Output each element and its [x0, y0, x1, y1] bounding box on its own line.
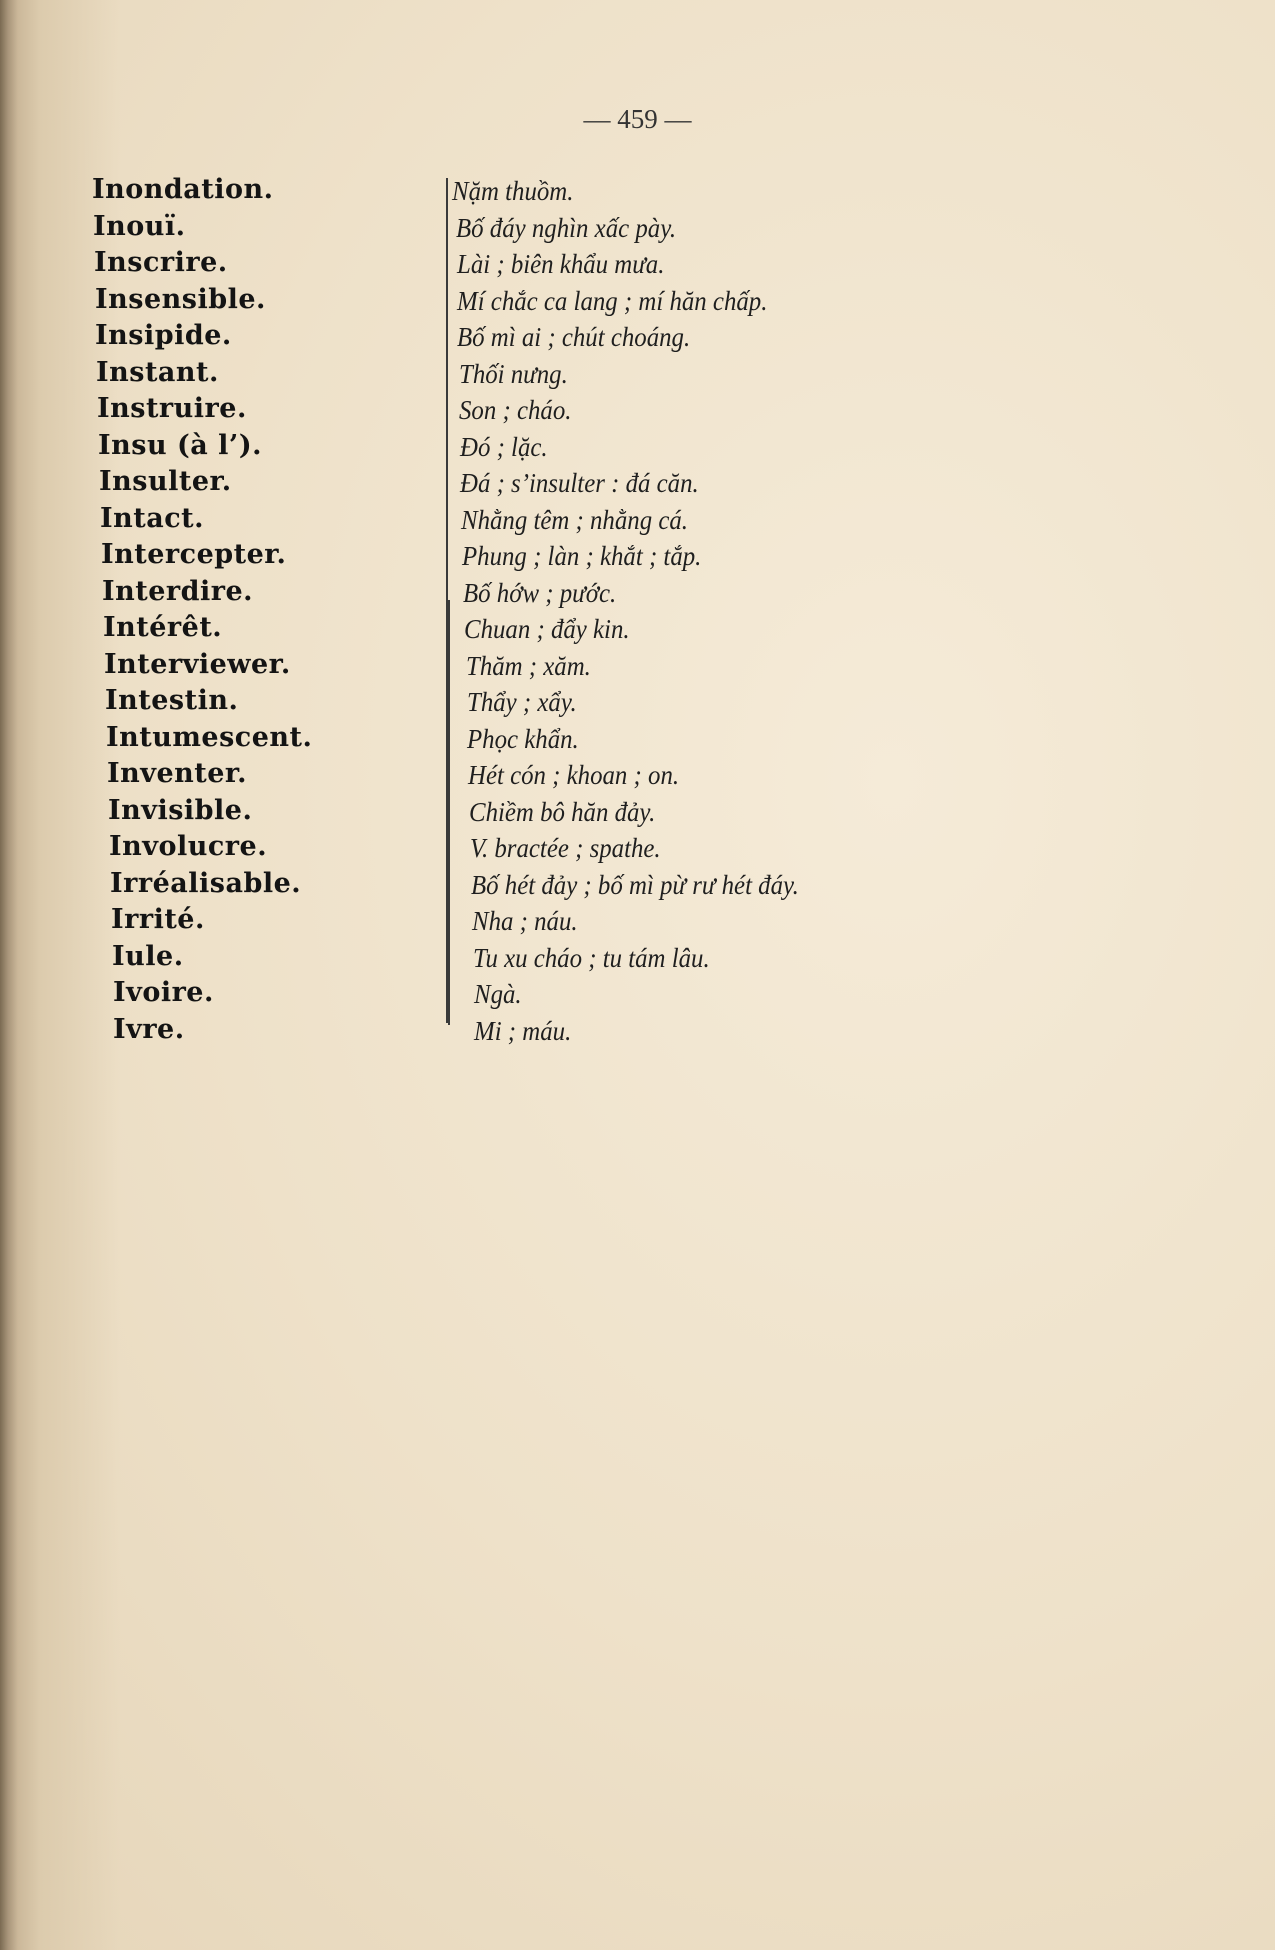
page-number: — 459 — — [583, 104, 692, 134]
entry-term: Involucre. — [109, 831, 268, 862]
entry-gloss: Phọc khẩn. — [467, 724, 579, 754]
dictionary-entry — [0, 320, 1275, 356]
entry-term: Inscrire. — [94, 247, 228, 278]
entry-gloss: V. bractée ; spathe. — [470, 833, 661, 863]
entry-gloss: Nha ; náu. — [472, 906, 578, 936]
entry-term: Insipide. — [95, 320, 232, 351]
entry-term: Insensible. — [95, 284, 266, 315]
entry-term: Interdire. — [102, 576, 254, 607]
entry-gloss: Ngà. — [474, 979, 522, 1009]
entry-term: Ivoire. — [113, 977, 214, 1008]
dictionary-entry — [0, 612, 1275, 648]
entry-gloss: Bố đáy nghìn xấc pày. — [456, 213, 677, 243]
dictionary-entry — [0, 685, 1275, 721]
entry-gloss: Thẩy ; xẩy. — [467, 687, 577, 717]
entry-term: Intumescent. — [106, 722, 313, 753]
entry-gloss: Thăm ; xăm. — [466, 651, 591, 681]
entry-term: Iule. — [112, 941, 184, 972]
entry-gloss: Nhằng têm ; nhằng cá. — [461, 505, 688, 535]
entry-gloss: Phung ; làn ; khắt ; tắp. — [462, 541, 702, 571]
dictionary-entry — [0, 539, 1275, 575]
entry-gloss: Nặm thuồm. — [452, 176, 574, 206]
entry-gloss: Đá ; s’insulter : đá căn. — [460, 468, 699, 498]
dictionary-entry — [0, 357, 1275, 393]
entry-gloss: Bố hớw ; pước. — [463, 578, 617, 608]
entry-gloss: Mí chắc ca lang ; mí hăn chấp. — [457, 286, 768, 316]
entry-term: Intérêt. — [103, 612, 223, 643]
dictionary-entry — [0, 722, 1275, 758]
dictionary-entry — [0, 393, 1275, 429]
dictionary-entry — [0, 174, 1275, 210]
entry-gloss: Thối nưng. — [459, 359, 568, 389]
entry-term: Inouï. — [93, 211, 186, 242]
entry-term: Instant. — [96, 357, 219, 388]
entry-gloss: Bố hét đảy ; bố mì pừ rư hét đáy. — [471, 870, 799, 900]
dictionary-entry — [0, 503, 1275, 539]
entry-term: Insulter. — [99, 466, 232, 497]
dictionary-entry — [0, 977, 1275, 1013]
entry-term: Instruire. — [97, 393, 247, 424]
dictionary-entry — [0, 649, 1275, 685]
entry-term: Ivre. — [113, 1014, 185, 1045]
entry-term: Inventer. — [107, 758, 248, 789]
entry-term: Irréalisable. — [110, 868, 302, 899]
dictionary-entry — [0, 904, 1275, 940]
entry-gloss: Mi ; máu. — [474, 1016, 572, 1046]
entry-term: Invisible. — [108, 795, 253, 826]
dictionary-entry — [0, 758, 1275, 794]
entry-gloss: Lài ; biên khẩu mưa. — [457, 249, 665, 279]
dictionary-entry — [0, 466, 1275, 502]
dictionary-entry — [0, 941, 1275, 977]
entry-term: Interviewer. — [104, 649, 291, 680]
dictionary-entry — [0, 247, 1275, 283]
entry-gloss: Chiềm bô hăn đảy. — [469, 797, 656, 827]
entry-gloss: Đó ; lặc. — [460, 432, 548, 462]
dictionary-entry — [0, 1014, 1275, 1050]
dictionary-entry — [0, 868, 1275, 904]
entry-gloss: Son ; cháo. — [459, 395, 572, 425]
entry-gloss: Chuan ; đẩy kin. — [464, 614, 630, 644]
dictionary-entry — [0, 576, 1275, 612]
dictionary-entry — [0, 211, 1275, 247]
dictionary-entry — [0, 430, 1275, 466]
entry-term: Intercepter. — [101, 539, 287, 570]
entry-term: Intact. — [100, 503, 205, 534]
entry-term: Insu (à l’). — [98, 430, 262, 461]
entry-term: Inondation. — [92, 174, 274, 205]
dictionary-entry — [0, 831, 1275, 867]
entry-gloss: Tu xu cháo ; tu tám lâu. — [473, 943, 710, 973]
entry-gloss: Hét cón ; khoan ; on. — [468, 760, 680, 790]
dictionary-entry — [0, 284, 1275, 320]
entry-term: Intestin. — [105, 685, 239, 716]
entry-gloss: Bố mì ai ; chút choáng. — [457, 322, 691, 352]
dictionary-entry — [0, 795, 1275, 831]
entry-term: Irrité. — [111, 904, 205, 935]
